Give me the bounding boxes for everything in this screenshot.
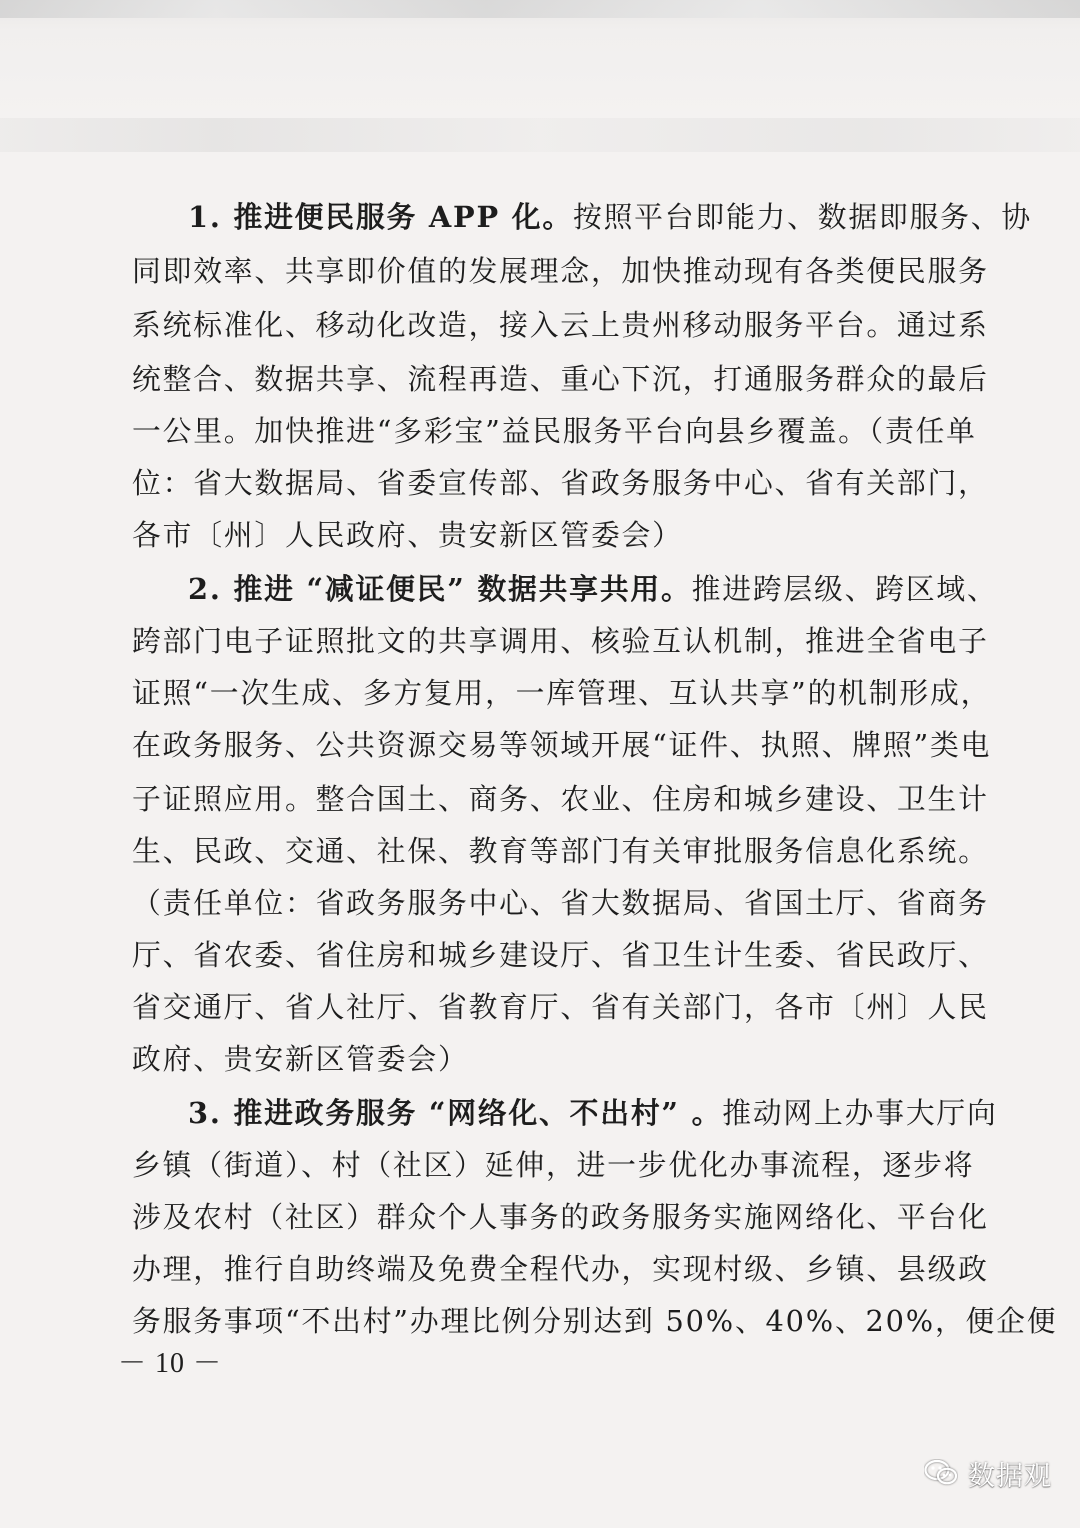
- paragraph-line: （责任单位：省政务服务中心、省大数据局、省国土厅、省商务: [132, 886, 989, 920]
- paragraph-line: 生、民政、交通、社保、教育等部门有关审批服务信息化系统。: [132, 834, 989, 868]
- paragraph-line: 证照“一次生成、多方复用，一库管理、互认共享”的机制形成，: [132, 676, 992, 710]
- line-text: 推动网上办事大厅向: [722, 1096, 998, 1130]
- paragraph-line: 子证照应用。整合国土、商务、农业、住房和城乡建设、卫生计: [132, 782, 989, 816]
- paragraph-line: 统整合、数据共享、流程再造、重心下沉，打通服务群众的最后: [132, 362, 989, 396]
- paragraph-line: 位：省大数据局、省委宣传部、省政务服务中心、省有关部门，: [132, 466, 989, 500]
- scan-artifact-band: [0, 118, 1080, 152]
- watermark-text: 数据观: [968, 1460, 1052, 1492]
- paragraph-line: 涉及农村（社区）群众个人事务的政务服务实施网络化、平台化: [132, 1200, 989, 1234]
- line-text: 推进跨层级、跨区域、: [691, 572, 998, 606]
- paragraph-line: 系统标准化、移动化改造，接入云上贵州移动服务平台。通过系: [132, 308, 989, 342]
- paragraph-line: [188, 1086, 998, 1140]
- paragraph-line: 务服务事项“不出村”办理比例分别达到 50%、40%、20%，便企便: [132, 1304, 1058, 1338]
- scan-artifact-top: [0, 0, 1080, 18]
- paragraph-heading: 2. 推进 “减证便民” 数据共享共用。: [188, 572, 692, 606]
- paragraph-line: 省交通厅、省人社厅、省教育厅、省有关部门，各市〔州〕人民: [132, 990, 989, 1024]
- paragraph-line: [188, 562, 998, 616]
- wechat-icon: [924, 1459, 958, 1487]
- paragraph-line: 一公里。加快推进“多彩宝”益民服务平台向县乡覆盖。（责任单: [132, 414, 977, 448]
- line-text: 按照平台即能力、数据即服务、协: [572, 200, 1032, 234]
- page-number: － 10 －: [117, 1348, 222, 1379]
- paragraph-line: 政府、贵安新区管委会）: [132, 1042, 469, 1076]
- paragraph-line: 跨部门电子证照批文的共享调用、核验互认机制，推进全省电子: [132, 624, 989, 658]
- paragraph-line: 在政务服务、公共资源交易等领域开展“证件、执照、牌照”类电: [132, 728, 992, 762]
- paragraph-line: 办理，推行自助终端及免费全程代办，实现村级、乡镇、县级政: [132, 1252, 989, 1286]
- paragraph-line: 厅、省农委、省住房和城乡建设厅、省卫生计生委、省民政厅、: [132, 938, 989, 972]
- paragraph-heading: 3. 推进政务服务 “网络化、不出村” 。: [188, 1096, 723, 1130]
- paragraph-heading: 1. 推进便民服务 APP 化。: [188, 200, 573, 234]
- paragraph-line: 乡镇（街道）、村（社区）延伸，进一步优化办事流程，逐步将: [132, 1148, 975, 1182]
- watermark: [924, 1448, 1052, 1498]
- paragraph-line: [188, 190, 1032, 244]
- paragraph-line: 同即效率、共享即价值的发展理念，加快推动现有各类便民服务: [132, 254, 989, 288]
- paragraph-line: 各市〔州〕人民政府、贵安新区管委会）: [132, 518, 683, 552]
